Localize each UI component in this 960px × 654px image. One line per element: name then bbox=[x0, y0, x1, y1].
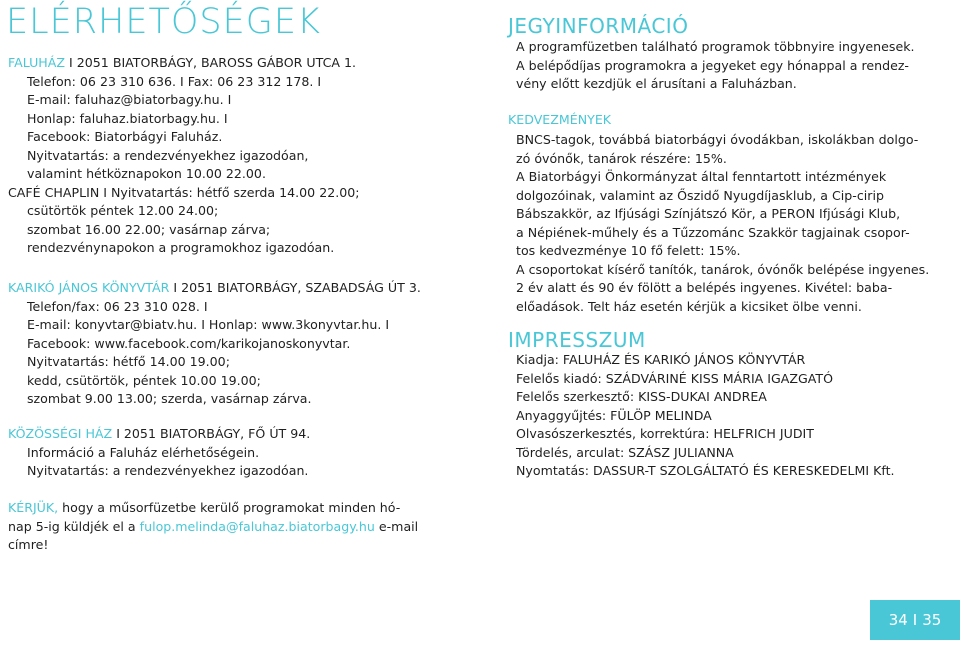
discounts-line-4: dolgozóinak, valamint az Őszidő Nyugdíjasklub, a Cip-cirip bbox=[516, 187, 884, 203]
community-house-section bbox=[8, 425, 310, 481]
request-email-link[interactable]: fulop.melinda@faluhaz.biatorbagy.hu bbox=[139, 518, 375, 534]
cafe-hours-3: szombat 16.00 22.00; vasárnap zárva; bbox=[27, 221, 271, 237]
library-phone: Telefon/fax: 06 23 310 028. I bbox=[27, 298, 208, 314]
imprint-responsible-publisher: Felelős kiadó: SZÁDVÁRINÉ KISS MÁRIA IGAZGATÓ bbox=[516, 370, 834, 386]
request-text-2a: nap 5-ig küldjék el a bbox=[8, 518, 140, 534]
faluhaz-hours: Nyitvatartás: a rendezvényekhez igazodóan, bbox=[27, 147, 309, 163]
discounts-line-9: 2 év alatt és 90 év fölött a belépés ingyenes. Kivétel: baba- bbox=[516, 280, 893, 295]
request-text-1: hogy a műsorfüzetbe kerülő programokat minden hó- bbox=[58, 500, 401, 515]
imprint-title: IMPRESSZUM bbox=[508, 328, 646, 352]
discounts-title: KEDVEZMÉNYEK bbox=[508, 112, 612, 127]
discounts-line-6: a Népiének-műhely és a Tűzzománc Szakkör tagjainak csopor- bbox=[516, 224, 910, 240]
library-facebook[interactable]: Facebook: www.facebook.com/karikojanoskonyvtar. bbox=[27, 335, 351, 351]
page-number-left: 34 bbox=[888, 611, 908, 629]
library-email[interactable]: E-mail: konyvtar@biatv.hu. I Honlap: www.3konyvtar.hu. I bbox=[27, 317, 390, 332]
community-house-heading bbox=[8, 425, 310, 444]
faluhaz-address: I 2051 BIATORBÁGY, BAROSS GÁBOR UTCA 1. bbox=[69, 55, 356, 70]
cafe-hours: CAFÉ CHAPLIN I Nyitvatartás: hétfő szerda 14.00 22.00; bbox=[8, 184, 360, 200]
discounts-line-3: A Biatorbágyi Önkormányzat által fenntartott intézmények bbox=[516, 169, 887, 184]
faluhaz-name: FALUHÁZ bbox=[8, 55, 66, 70]
imprint-printing: Nyomtatás: DASSUR-T SZOLGÁLTATÓ ÉS KERESKEDELMI Kft. bbox=[516, 463, 895, 478]
faluhaz-phone: Telefon: 06 23 310 636. I Fax: 06 23 312 178. I bbox=[27, 73, 322, 89]
ticket-info-section bbox=[516, 38, 915, 94]
faluhaz-hours-2: valamint hétköznapokon 10.00 22.00. bbox=[27, 166, 266, 181]
page-number-separator: I bbox=[912, 611, 918, 629]
community-house-info: Információ a Faluház elérhetőségein. bbox=[27, 444, 260, 460]
library-hours-2: kedd, csütörtök, péntek 10.00 19.00; bbox=[27, 372, 261, 388]
discounts-line-5: Bábszakkör, az Ifjúsági Színjátszó Kör, a PERON Ifjúsági Klub, bbox=[516, 206, 901, 221]
community-house-hours: Nyitvatartás: a rendezvényekhez igazodóan. bbox=[27, 463, 309, 478]
ticket-info-line-2: A belépődíjas programokra a jegyeket egy hónappal a rendez- bbox=[516, 57, 909, 73]
library-hours: Nyitvatartás: hétfő 14.00 19.00; bbox=[27, 354, 230, 369]
community-house-address: I 2051 BIATORBÁGY, FŐ ÚT 94. bbox=[116, 426, 311, 441]
community-house-name: KÖZÖSSÉGI HÁZ bbox=[8, 426, 113, 441]
page-number-tab bbox=[870, 600, 960, 640]
page-number-right: 35 bbox=[922, 611, 942, 629]
discounts-line-8: A csoportokat kísérő tanítók, tanárok, óvónők belépése ingyenes. bbox=[516, 261, 930, 277]
imprint-editor: Felelős szerkesztő: KISS-DUKAI ANDREA bbox=[516, 389, 767, 404]
imprint-publisher: Kiadja: FALUHÁZ ÉS KARIKÓ JÁNOS KÖNYVTÁR bbox=[516, 352, 806, 367]
request-note bbox=[8, 499, 418, 555]
faluhaz-heading bbox=[8, 54, 360, 73]
request-text-2b: e-mail bbox=[374, 518, 419, 534]
imprint-collection: Anyaggyűjtés: FÜLÖP MELINDA bbox=[516, 407, 712, 423]
cafe-hours-4: rendezvénynapokon a programokhoz igazodóan. bbox=[27, 240, 335, 255]
request-line-3: címre! bbox=[8, 537, 49, 552]
faluhaz-website[interactable]: Honlap: faluhaz.biatorbagy.hu. I bbox=[27, 110, 228, 126]
faluhaz-facebook: Facebook: Biatorbágyi Faluház. bbox=[27, 129, 223, 144]
discounts-line-2: zó óvónők, tanárok részére: 15%. bbox=[516, 150, 727, 166]
library-name: KARIKÓ JÁNOS KÖNYVTÁR bbox=[8, 280, 170, 295]
cafe-hours-2: csütörtök péntek 12.00 24.00; bbox=[27, 203, 219, 218]
discounts-line-1: BNCS-tagok, továbbá biatorbágyi óvodákban, iskolákban dolgo- bbox=[516, 132, 919, 147]
request-keyword: KÉRJÜK, bbox=[8, 500, 59, 515]
faluhaz-section bbox=[8, 54, 360, 258]
discounts-line-7: tos kedvezménye 10 fő felett: 15%. bbox=[516, 243, 741, 258]
discounts-section bbox=[516, 131, 929, 316]
page-title: ELÉRHETŐSÉGEK bbox=[6, 2, 321, 42]
imprint-section bbox=[516, 351, 895, 481]
faluhaz-email[interactable]: E-mail: faluhaz@biatorbagy.hu. I bbox=[27, 92, 232, 107]
ticket-info-title: JEGYINFORMÁCIÓ bbox=[508, 14, 689, 38]
library-hours-3: szombat 9.00 13.00; szerda, vasárnap zárva. bbox=[27, 391, 312, 406]
library-address: I 2051 BIATORBÁGY, SZABADSÁG ÚT 3. bbox=[173, 280, 421, 295]
imprint-proofreading: Olvasószerkesztés, korrektúra: HELFRICH JUDIT bbox=[516, 426, 814, 441]
library-heading bbox=[8, 279, 421, 298]
request-line-1 bbox=[8, 499, 418, 518]
request-line-2 bbox=[8, 518, 418, 537]
imprint-layout: Tördelés, arculat: SZÁSZ JULIANNA bbox=[516, 444, 734, 460]
discounts-line-10: előadások. Telt ház esetén kérjük a kicsiket ölbe venni. bbox=[516, 298, 862, 314]
library-section bbox=[8, 279, 421, 409]
ticket-info-line-1: A programfüzetben található programok többnyire ingyenesek. bbox=[516, 39, 915, 54]
ticket-info-line-3: vény előtt kezdjük el árusítani a Faluházban. bbox=[516, 76, 797, 91]
